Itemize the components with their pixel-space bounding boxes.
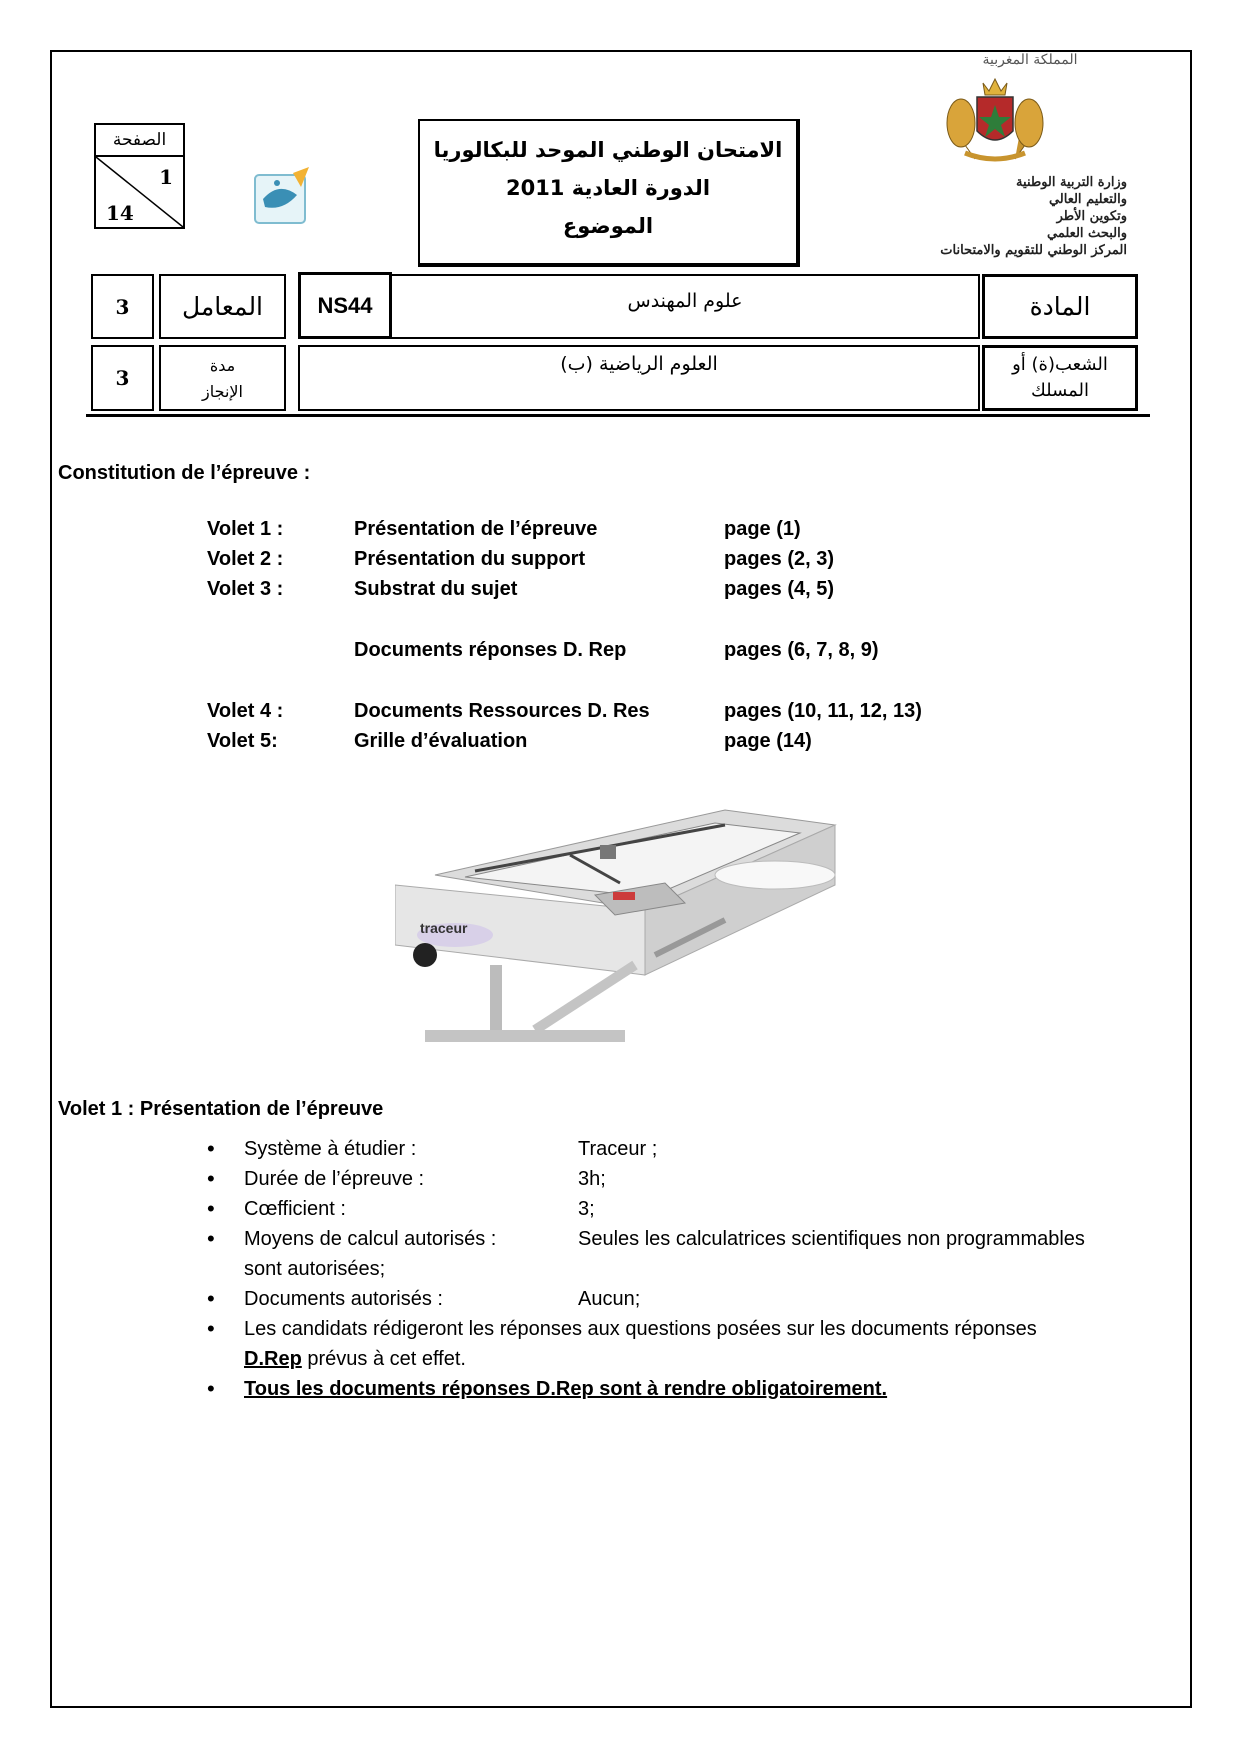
subject-name: علوم المهندس (627, 290, 743, 312)
toc-volet: Volet 4 : (207, 700, 284, 722)
kingdom-text: المملكة المغربية (982, 52, 1078, 68)
ministry-line: والتعليم العالي (1048, 192, 1127, 207)
toc-desc: Présentation du support (354, 548, 586, 570)
exam-title: الامتحان الوطني الموحد للبكالوريا (433, 138, 783, 162)
item-key: Cœfficient : (244, 1198, 346, 1220)
duration-value: 3 (115, 366, 130, 390)
header-divider (86, 414, 1150, 417)
toc-pages: pages (4, 5) (724, 578, 835, 600)
toc-desc: Présentation de l’épreuve (354, 518, 598, 540)
item-value: Traceur ; (578, 1138, 658, 1160)
subject-label: المادة (1029, 292, 1091, 321)
plotter-image (395, 805, 840, 1070)
list-item (207, 1134, 1167, 1164)
page-number-box (94, 123, 185, 229)
page-label: الصفحة (96, 125, 183, 157)
item-key: Durée de l’épreuve : (244, 1168, 425, 1190)
final-instruction: Tous les documents réponses D.Rep sont à rendre obligatoirement. (244, 1378, 888, 1400)
subject-cell (390, 274, 980, 339)
list-item (207, 1284, 1167, 1314)
toc-pages: page (14) (724, 730, 812, 752)
list-item (207, 1194, 1167, 1224)
toc-pages: page (1) (724, 518, 801, 540)
exam-session: الدورة العادية 2011 (505, 176, 711, 200)
toc-desc: Documents réponses D. Rep (354, 639, 627, 661)
ministry-lines (865, 174, 1127, 259)
code-cell (298, 272, 392, 339)
toc-pages: pages (6, 7, 8, 9) (724, 639, 879, 661)
toc-desc: Substrat du sujet (354, 578, 518, 600)
duration-label-2: الإنجاز (202, 382, 243, 401)
toc-desc: Grille d’évaluation (354, 730, 528, 752)
exam-code: NS44 (317, 292, 373, 318)
toc-desc: Documents Ressources D. Res (354, 700, 650, 722)
coefficient-label: المعامل (181, 292, 264, 321)
item-key: Système à étudier : (244, 1138, 417, 1160)
volet1-title: Volet 1 : Présentation de l’épreuve (58, 1098, 384, 1120)
branch-label-2: المسلك (1030, 380, 1090, 401)
toc-pages: pages (10, 11, 12, 13) (724, 700, 922, 722)
list-item (207, 1374, 1167, 1404)
branch-cell (298, 345, 980, 411)
ministry-line: والبحث العلمي (1047, 226, 1127, 241)
toc-volet: Volet 5: (207, 730, 278, 752)
page-number: 1 (159, 165, 173, 189)
note-text: Les candidats rédigeront les réponses aux questions posées sur les documents réponses (244, 1318, 1037, 1340)
item-value-continued: sont autorisées; (244, 1258, 386, 1280)
drep-reference: D.Rep (244, 1348, 302, 1370)
note-text-end: prévus à cet effet. (301, 1348, 466, 1370)
item-value: Aucun; (578, 1288, 641, 1310)
ministry-line: وتكوين الأطر (1056, 209, 1127, 224)
list-item (207, 1224, 1167, 1284)
coat-of-arms-emblem (935, 75, 1055, 165)
list-item (207, 1164, 1167, 1194)
item-key: Documents autorisés : (244, 1288, 443, 1310)
item-value: Seules les calculatrices scientifiques non programmables (578, 1228, 1085, 1250)
constitution-title: Constitution de l’épreuve : (58, 462, 311, 484)
toc-volet: Volet 2 : (207, 548, 284, 570)
item-value: 3h; (578, 1168, 606, 1190)
toc-volet: Volet 3 : (207, 578, 284, 600)
duration-label-1: مدة (209, 356, 236, 375)
plotter-label: traceur (420, 920, 468, 936)
coefficient-value-cell (91, 274, 154, 339)
toc-volet: Volet 1 : (207, 518, 284, 540)
duration-label-cell (159, 345, 286, 411)
coefficient-label-cell (159, 274, 286, 339)
exam-title-box (418, 119, 800, 267)
national-center: المركز الوطني للتقويم والامتحانات (940, 243, 1127, 258)
list-item (207, 1314, 1167, 1374)
toc-pages: pages (2, 3) (724, 548, 835, 570)
item-value: 3; (578, 1198, 595, 1220)
ministry-line: وزارة التربية الوطنية (1016, 175, 1127, 190)
branch-label-cell (982, 345, 1138, 411)
subject-label-cell (982, 274, 1138, 339)
branch-name: العلوم الرياضية (ب) (560, 353, 718, 375)
branch-label-1: الشعب(ة) أو (1012, 354, 1108, 375)
exam-type: الموضوع (562, 214, 654, 238)
duration-value-cell (91, 345, 154, 411)
ministry-block (865, 52, 1135, 258)
page-total: 14 (106, 201, 134, 225)
exam-center-logo (253, 165, 317, 227)
plotter-drawing (395, 805, 840, 1070)
item-key: Moyens de calcul autorisés : (244, 1228, 497, 1250)
coefficient-value: 3 (115, 294, 130, 319)
volet1-list (207, 1134, 1167, 1404)
